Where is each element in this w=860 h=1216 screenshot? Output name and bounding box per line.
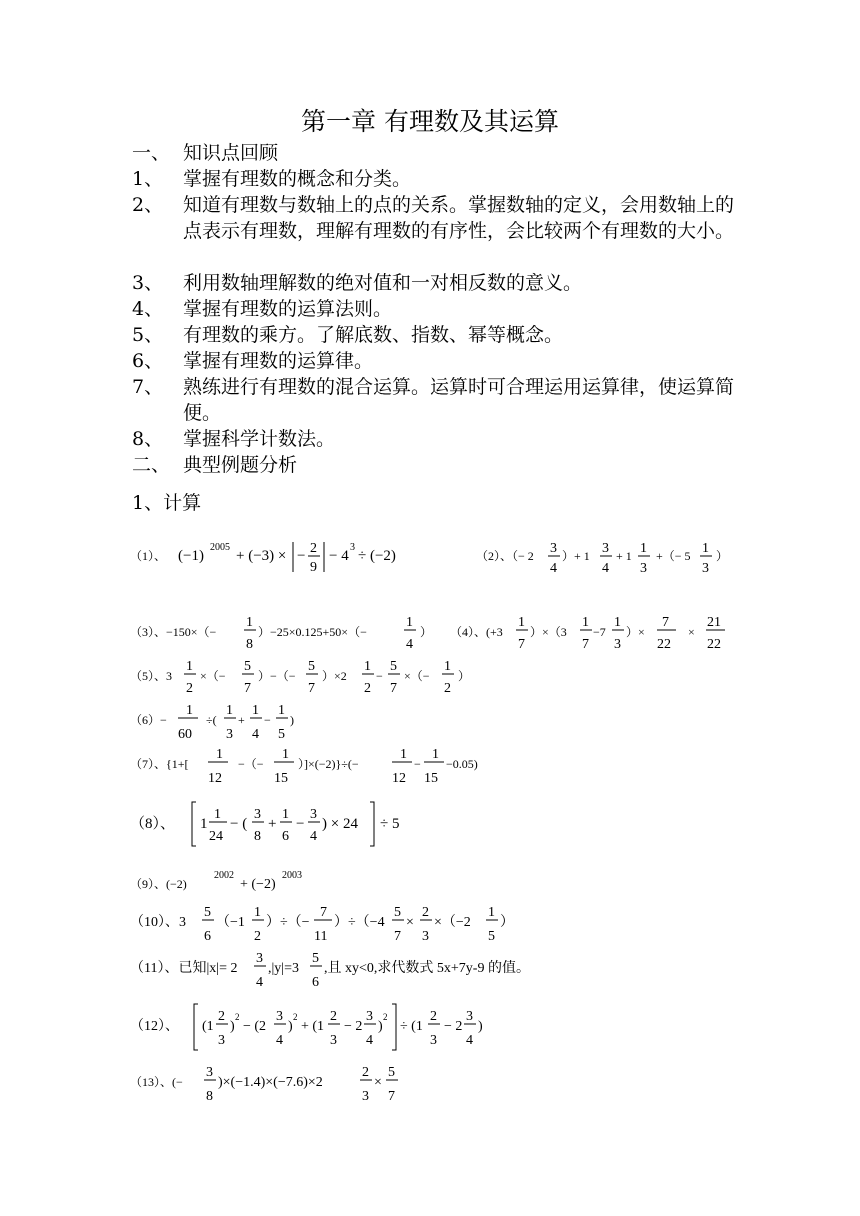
svg-text:（6）−: （6）−	[130, 713, 167, 727]
svg-text:12: 12	[208, 771, 222, 786]
svg-text:5: 5	[390, 659, 397, 674]
svg-text:22: 22	[707, 637, 721, 652]
svg-text:3: 3	[276, 1009, 283, 1024]
svg-text:2: 2	[444, 681, 451, 696]
svg-text:3: 3	[366, 1009, 373, 1024]
svg-text:−: −	[376, 669, 383, 683]
svg-text:7: 7	[244, 681, 251, 696]
exercise-2	[476, 528, 736, 578]
svg-text:1: 1	[518, 615, 525, 630]
svg-text:3: 3	[466, 1009, 473, 1024]
svg-text:2002: 2002	[214, 870, 234, 881]
svg-text:÷(: ÷(	[206, 713, 217, 727]
svg-text:÷ (1: ÷ (1	[400, 1019, 423, 1034]
svg-text:1: 1	[406, 615, 413, 630]
svg-text:): )	[230, 1019, 235, 1034]
exercise-7	[130, 744, 510, 790]
svg-text:): )	[378, 1019, 383, 1034]
svg-text:÷ (−2): ÷ (−2)	[358, 548, 396, 564]
svg-text:): )	[288, 1019, 293, 1034]
svg-text:1: 1	[640, 541, 647, 556]
svg-text:1: 1	[400, 747, 407, 762]
svg-text:3: 3	[430, 1033, 437, 1048]
exercise-10	[130, 900, 530, 948]
svg-text:− 2: − 2	[444, 1019, 463, 1034]
svg-text:2003: 2003	[282, 870, 302, 881]
svg-text:−: −	[296, 816, 305, 832]
svg-text:3: 3	[254, 807, 261, 822]
svg-text:（7）、{1+[: （7）、{1+[	[130, 757, 189, 771]
svg-text:5: 5	[488, 929, 495, 944]
task-heading: 1、计算	[132, 492, 202, 514]
svg-text:（10）、3: （10）、3	[130, 915, 186, 930]
svg-text:1: 1	[200, 816, 208, 832]
svg-text:1: 1	[614, 615, 621, 630]
svg-text:7: 7	[662, 615, 669, 630]
svg-text:（2）、（− 2: （2）、（− 2	[476, 549, 534, 563]
svg-text:+（− 5: +（− 5	[656, 549, 691, 563]
svg-text:−0.05): −0.05)	[446, 757, 478, 771]
svg-text:3: 3	[218, 1033, 225, 1048]
svg-text:− (: − (	[230, 816, 248, 832]
svg-text:7: 7	[308, 681, 315, 696]
svg-text:15: 15	[274, 771, 288, 786]
svg-text:）−25×0.125+50×（−: ）−25×0.125+50×（−	[258, 625, 367, 639]
svg-text:,|y|=3: ,|y|=3	[268, 961, 300, 976]
svg-text:8: 8	[206, 1089, 213, 1104]
svg-text:2005: 2005	[210, 542, 230, 553]
svg-text:）]×(−2)}÷(−: ）]×(−2)}÷(−	[298, 757, 359, 771]
svg-text:−7: −7	[593, 625, 606, 639]
svg-text:）: ）	[420, 625, 433, 639]
svg-text:7: 7	[320, 905, 327, 920]
svg-text:1: 1	[226, 703, 233, 718]
svg-text:1: 1	[186, 659, 193, 674]
svg-text:×: ×	[374, 1075, 382, 1090]
svg-text:7: 7	[388, 1089, 395, 1104]
svg-text:×: ×	[688, 625, 695, 639]
svg-text:（1）、: （1）、	[130, 549, 167, 563]
exercise-13	[130, 1060, 430, 1108]
svg-text:3: 3	[550, 541, 557, 556]
svg-text:12: 12	[392, 771, 406, 786]
exercise-4	[450, 608, 740, 656]
svg-text:1: 1	[214, 807, 221, 822]
svg-text:− 4: − 4	[329, 548, 349, 564]
svg-text:）: ）	[500, 915, 514, 930]
svg-text:3: 3	[614, 637, 621, 652]
svg-text:− 2: − 2	[344, 1019, 363, 1034]
svg-text:+ 1: + 1	[616, 549, 632, 563]
svg-text:24: 24	[209, 829, 223, 844]
svg-text:+ (−2): + (−2)	[240, 877, 276, 892]
section-2-heading: 典型例题分析	[183, 454, 298, 476]
svg-text:1: 1	[282, 807, 289, 822]
svg-text:−: −	[264, 713, 271, 727]
svg-text:3: 3	[602, 541, 609, 556]
svg-text:,且 xy<0,求代数式 5x+7y-9 的值。: ,且 xy<0,求代数式 5x+7y-9 的值。	[324, 961, 530, 976]
svg-text:6: 6	[312, 975, 319, 990]
svg-text:4: 4	[256, 975, 263, 990]
svg-text:5: 5	[204, 905, 211, 920]
svg-text:22: 22	[657, 637, 671, 652]
svg-text:2: 2	[186, 681, 193, 696]
svg-text:1: 1	[444, 659, 451, 674]
svg-text:+: +	[268, 816, 277, 832]
svg-text:2: 2	[293, 1012, 298, 1022]
svg-text:1: 1	[216, 747, 223, 762]
svg-text:5: 5	[244, 659, 251, 674]
svg-text:5: 5	[308, 659, 315, 674]
svg-text:5: 5	[394, 905, 401, 920]
svg-text:2: 2	[362, 1065, 369, 1080]
exercise-11	[130, 948, 610, 992]
svg-text:15: 15	[424, 771, 438, 786]
exercise-8	[130, 796, 410, 850]
svg-text:7: 7	[390, 681, 397, 696]
section-1-number: 一、	[132, 142, 171, 164]
svg-text:6: 6	[204, 929, 211, 944]
svg-text:−: −	[414, 757, 421, 771]
svg-text:7: 7	[518, 637, 525, 652]
svg-text:(1: (1	[202, 1019, 214, 1034]
exercise-3	[130, 608, 440, 656]
svg-text:4: 4	[550, 561, 557, 576]
svg-text:（−1: （−1	[216, 915, 245, 930]
svg-text:）×2: ）×2	[322, 669, 347, 683]
exercise-5	[130, 656, 490, 702]
svg-text:3: 3	[226, 727, 233, 742]
svg-text:5: 5	[278, 727, 285, 742]
svg-text:3: 3	[330, 1033, 337, 1048]
svg-text:1: 1	[282, 747, 289, 762]
svg-text:3: 3	[350, 542, 355, 553]
svg-text:1: 1	[254, 905, 261, 920]
svg-text:9: 9	[310, 560, 317, 575]
svg-text:6: 6	[282, 829, 289, 844]
svg-text:8: 8	[254, 829, 261, 844]
svg-text:4: 4	[602, 561, 609, 576]
svg-text:（4）、(+3: （4）、(+3	[450, 625, 503, 639]
svg-text:）+ 1: ）+ 1	[562, 549, 590, 563]
svg-text:）−（−: ）−（−	[258, 669, 296, 683]
svg-text:2: 2	[254, 929, 261, 944]
svg-text:（3）、−150×（−: （3）、−150×（−	[130, 625, 217, 639]
svg-text:）÷（−: ）÷（−	[266, 915, 310, 930]
svg-text:2: 2	[430, 1009, 437, 1024]
section-2-number: 二、	[132, 454, 171, 476]
svg-text:7: 7	[582, 637, 589, 652]
svg-text:1: 1	[246, 615, 253, 630]
svg-text:5: 5	[388, 1065, 395, 1080]
svg-text:4: 4	[252, 727, 259, 742]
svg-text:2: 2	[235, 1012, 240, 1022]
svg-text:）×: ）×	[626, 625, 645, 639]
svg-text:4: 4	[366, 1033, 373, 1048]
svg-text:1: 1	[278, 703, 285, 718]
svg-text:−: −	[297, 548, 306, 564]
svg-text:−（−: −（−	[238, 757, 264, 771]
svg-text:): )	[478, 1019, 483, 1034]
svg-text:1: 1	[252, 703, 259, 718]
svg-text:）÷（−4: ）÷（−4	[334, 915, 385, 930]
svg-text:2: 2	[330, 1009, 337, 1024]
svg-text:4: 4	[276, 1033, 283, 1048]
svg-text:3: 3	[702, 561, 709, 576]
svg-text:1: 1	[364, 659, 371, 674]
svg-text:): )	[290, 713, 294, 727]
svg-text:1: 1	[702, 541, 709, 556]
exercise-9	[130, 864, 330, 898]
svg-text:3: 3	[256, 951, 263, 966]
svg-text:）: ）	[458, 669, 471, 683]
svg-text:)×(−1.4)×(−7.6)×2: )×(−1.4)×(−7.6)×2	[218, 1075, 323, 1090]
svg-text:1: 1	[488, 905, 495, 920]
svg-text:÷ 5: ÷ 5	[380, 816, 400, 832]
svg-text:3: 3	[206, 1065, 213, 1080]
svg-text:2: 2	[422, 905, 429, 920]
svg-text:4: 4	[310, 829, 317, 844]
svg-text:4: 4	[406, 637, 413, 652]
svg-text:1: 1	[582, 615, 589, 630]
svg-text:×: ×	[406, 915, 414, 930]
exercise-1	[130, 528, 430, 578]
svg-text:+: +	[238, 713, 245, 727]
svg-text:×（−: ×（−	[404, 669, 430, 683]
svg-text:）×（3: ）×（3	[530, 625, 567, 639]
section-1-heading: 知识点回顾	[183, 142, 279, 164]
svg-text:2: 2	[364, 681, 371, 696]
svg-text:2: 2	[383, 1012, 388, 1022]
svg-text:（11）、已知|x|= 2: （11）、已知|x|= 2	[130, 961, 238, 976]
svg-text:（5）、3: （5）、3	[130, 669, 173, 683]
svg-text:×（−2: ×（−2	[434, 915, 471, 930]
svg-text:3: 3	[362, 1089, 369, 1104]
svg-text:(−1): (−1)	[178, 548, 204, 564]
svg-text:2: 2	[218, 1009, 225, 1024]
svg-text:60: 60	[178, 727, 192, 742]
svg-text:）: ）	[716, 549, 729, 563]
svg-text:4: 4	[466, 1033, 473, 1048]
svg-text:5: 5	[312, 951, 319, 966]
svg-text:1: 1	[432, 747, 439, 762]
exercise-6	[130, 700, 330, 746]
svg-text:1: 1	[186, 703, 193, 718]
svg-text:7: 7	[394, 929, 401, 944]
svg-text:3: 3	[310, 807, 317, 822]
svg-text:+ (1: + (1	[301, 1019, 325, 1034]
svg-text:（9）、(−2): （9）、(−2)	[130, 877, 187, 891]
svg-text:×（−: ×（−	[200, 669, 226, 683]
svg-text:（12）、: （12）、	[130, 1019, 179, 1034]
page-title: 第一章 有理数及其运算	[301, 107, 559, 136]
exercise-12	[130, 1000, 510, 1054]
svg-text:11: 11	[314, 929, 328, 944]
svg-text:2: 2	[310, 541, 317, 556]
svg-text:8: 8	[246, 637, 253, 652]
svg-text:) × 24: ) × 24	[322, 816, 358, 832]
svg-text:（13）、(−: （13）、(−	[130, 1075, 183, 1089]
svg-text:3: 3	[640, 561, 647, 576]
svg-text:3: 3	[422, 929, 429, 944]
svg-text:（8）、: （8）、	[130, 816, 176, 832]
svg-text:+ (−3) ×: + (−3) ×	[236, 548, 287, 564]
svg-text:− (2: − (2	[243, 1019, 267, 1034]
svg-text:21: 21	[707, 615, 721, 630]
